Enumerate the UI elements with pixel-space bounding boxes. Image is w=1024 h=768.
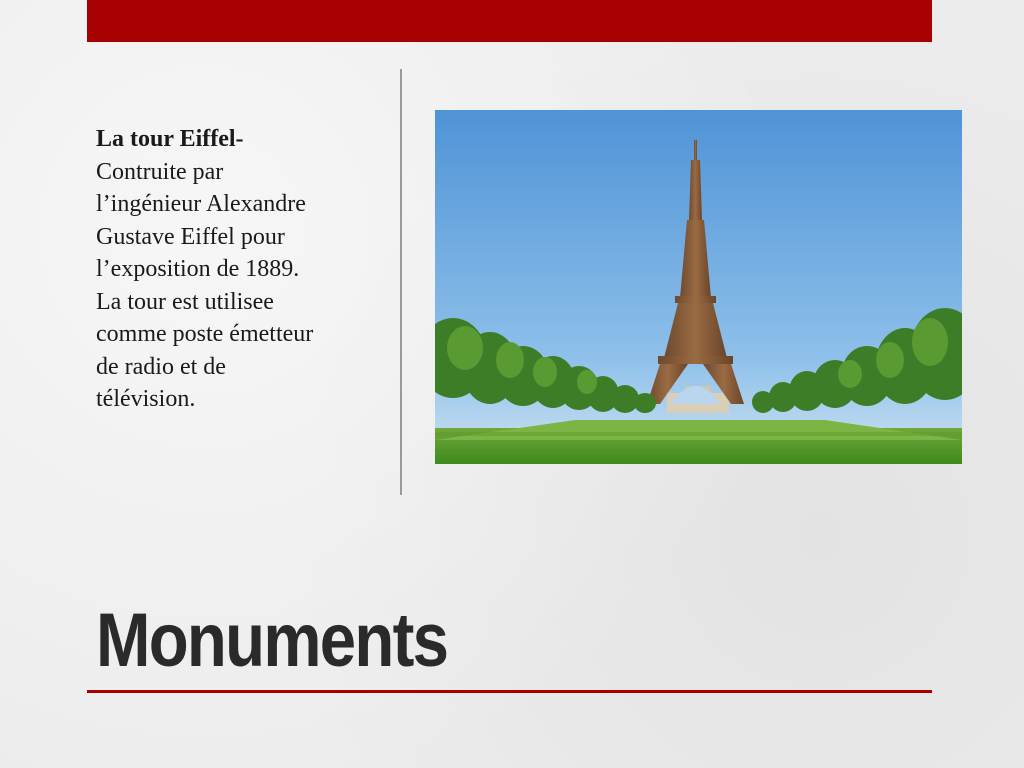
body-line: de radio et de: [96, 353, 226, 380]
body-line: télévision.: [96, 386, 196, 412]
vertical-divider: [400, 69, 402, 495]
body-line: comme poste émetteur: [96, 321, 314, 347]
slide-title: Monuments: [96, 598, 448, 683]
eiffel-tower-photo: [435, 110, 962, 464]
body-line: l’ingénieur Alexandre: [96, 191, 306, 217]
body-line: Contruite par: [96, 158, 224, 185]
body-heading: La tour Eiffel-: [96, 126, 244, 152]
body-line: La tour est utilisee: [96, 288, 274, 315]
body-line: Gustave Eiffel pour: [96, 223, 285, 250]
top-accent-bar: [87, 0, 932, 42]
body-line: l’exposition de 1889.: [96, 256, 300, 282]
body-text: [96, 123, 386, 416]
title-underline: [87, 690, 932, 693]
